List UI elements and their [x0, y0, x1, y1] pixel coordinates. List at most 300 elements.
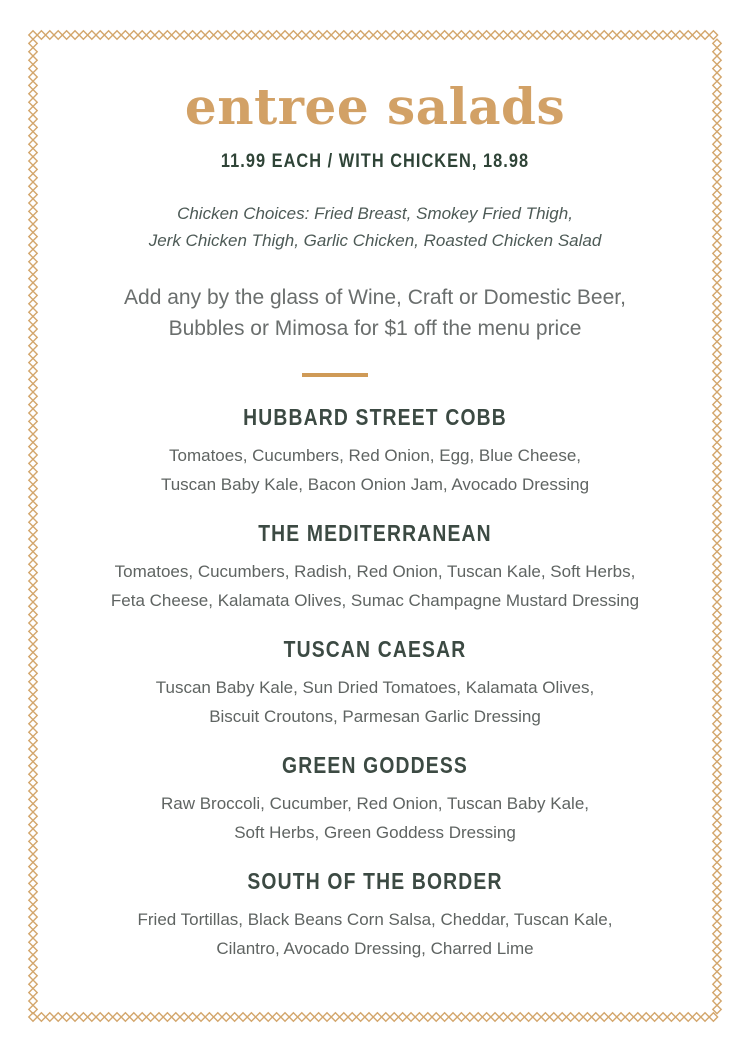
border-diamond	[37, 31, 45, 39]
border-diamond	[62, 1013, 70, 1021]
border-diamond	[713, 997, 721, 1005]
border-diamond	[713, 921, 721, 929]
border-diamond	[713, 577, 721, 585]
border-diamond	[172, 31, 180, 39]
border-diamond	[713, 367, 721, 375]
border-diamond	[205, 1013, 213, 1021]
border-diamond	[713, 703, 721, 711]
border-diamond	[272, 1013, 280, 1021]
border-diamond	[29, 98, 37, 106]
item-description-line: Fried Tortillas, Black Beans Corn Salsa, Cheddar, Tuscan Kale,	[137, 910, 613, 929]
border-diamond	[29, 31, 37, 39]
border-diamond	[29, 627, 37, 635]
border-diamond	[713, 627, 721, 635]
border-diamond	[29, 728, 37, 736]
item-description-line: Cilantro, Avocado Dressing, Charred Lime	[216, 939, 534, 958]
border-diamond	[713, 1005, 721, 1013]
border-diamond	[289, 31, 297, 39]
border-diamond	[71, 31, 79, 39]
border-diamond	[713, 736, 721, 744]
item-description-line: Tomatoes, Cucumbers, Radish, Red Onion, Tuscan Kale, Soft Herbs,	[114, 562, 636, 581]
border-diamond	[457, 1013, 465, 1021]
border-diamond	[29, 938, 37, 946]
border-diamond	[701, 1013, 709, 1021]
border-diamond	[340, 31, 348, 39]
item-description	[40, 557, 710, 615]
border-diamond	[713, 652, 721, 660]
item-description-line: Tuscan Baby Kale, Bacon Onion Jam, Avocado Dressing	[160, 475, 590, 494]
border-diamond	[713, 804, 721, 812]
border-diamond	[499, 1013, 507, 1021]
item-description-line: Feta Cheese, Kalamata Olives, Sumac Champagne Mustard Dressing	[110, 591, 640, 610]
border-diamond	[713, 199, 721, 207]
border-diamond	[482, 1013, 490, 1021]
border-diamond	[29, 636, 37, 644]
border-diamond	[642, 31, 650, 39]
border-diamond	[29, 921, 37, 929]
border-diamond	[713, 560, 721, 568]
border-diamond	[713, 913, 721, 921]
border-diamond	[713, 745, 721, 753]
drink-addon-note	[40, 282, 710, 344]
item-description-line: Raw Broccoli, Cucumber, Red Onion, Tuscan Baby Kale,	[160, 794, 590, 813]
border-diamond	[516, 31, 524, 39]
border-diamond	[713, 720, 721, 728]
border-diamond	[713, 216, 721, 224]
border-diamond	[29, 106, 37, 114]
border-diamond	[29, 182, 37, 190]
border-diamond	[281, 31, 289, 39]
border-diamond	[713, 90, 721, 98]
border-diamond	[713, 73, 721, 81]
border-diamond	[29, 367, 37, 375]
border-diamond	[29, 241, 37, 249]
border-diamond	[29, 258, 37, 266]
border-diamond	[713, 518, 721, 526]
border-diamond	[29, 510, 37, 518]
border-diamond	[713, 619, 721, 627]
menu-item	[40, 635, 710, 731]
border-diamond	[524, 1013, 532, 1021]
border-diamond	[29, 888, 37, 896]
border-diamond	[29, 165, 37, 173]
border-diamond	[29, 90, 37, 98]
border-diamond	[29, 333, 37, 341]
border-diamond	[713, 904, 721, 912]
border-diamond	[625, 1013, 633, 1021]
border-diamond	[713, 661, 721, 669]
border-diamond	[713, 417, 721, 425]
border-diamond	[230, 31, 238, 39]
border-diamond	[713, 644, 721, 652]
border-diamond	[29, 594, 37, 602]
border-diamond	[29, 316, 37, 324]
border-diamond	[29, 837, 37, 845]
border-diamond	[713, 686, 721, 694]
border-diamond	[713, 56, 721, 64]
border-diamond	[713, 610, 721, 618]
border-diamond	[713, 384, 721, 392]
border-diamond	[592, 1013, 600, 1021]
border-diamond	[713, 501, 721, 509]
border-diamond	[466, 1013, 474, 1021]
border-diamond	[713, 493, 721, 501]
border-diamond	[583, 1013, 591, 1021]
border-diamond	[29, 778, 37, 786]
border-diamond	[79, 31, 87, 39]
border-diamond	[340, 1013, 348, 1021]
border-diamond	[713, 829, 721, 837]
border-diamond	[713, 871, 721, 879]
border-diamond	[113, 1013, 121, 1021]
border-diamond	[550, 31, 558, 39]
border-diamond	[256, 1013, 264, 1021]
item-description-line: Tomatoes, Cucumbers, Red Onion, Egg, Blue Cheese,	[169, 446, 581, 465]
border-diamond	[29, 283, 37, 291]
border-diamond	[29, 132, 37, 140]
border-diamond	[713, 300, 721, 308]
border-diamond	[29, 224, 37, 232]
border-diamond	[264, 31, 272, 39]
border-diamond	[432, 31, 440, 39]
border-diamond	[713, 48, 721, 56]
border-diamond	[713, 568, 721, 576]
border-diamond	[256, 31, 264, 39]
border-diamond	[130, 31, 138, 39]
border-diamond	[713, 459, 721, 467]
border-diamond	[88, 31, 96, 39]
border-diamond	[289, 1013, 297, 1021]
border-diamond	[713, 182, 721, 190]
border-diamond	[713, 787, 721, 795]
border-diamond	[29, 73, 37, 81]
border-diamond	[713, 409, 721, 417]
border-diamond	[608, 1013, 616, 1021]
border-diamond	[713, 174, 721, 182]
border-diamond	[466, 31, 474, 39]
border-diamond	[650, 1013, 658, 1021]
border-diamond	[713, 400, 721, 408]
border-diamond	[566, 31, 574, 39]
border-diamond	[29, 955, 37, 963]
border-diamond	[188, 31, 196, 39]
border-diamond	[29, 291, 37, 299]
border-diamond	[29, 602, 37, 610]
border-diamond	[407, 1013, 415, 1021]
border-diamond	[713, 526, 721, 534]
border-diamond	[676, 1013, 684, 1021]
border-diamond	[37, 1013, 45, 1021]
border-diamond	[713, 451, 721, 459]
border-diamond	[713, 98, 721, 106]
border-diamond	[713, 535, 721, 543]
border-diamond	[373, 31, 381, 39]
border-diamond	[415, 31, 423, 39]
border-diamond	[713, 484, 721, 492]
border-diamond	[684, 31, 692, 39]
border-diamond	[407, 31, 415, 39]
border-diamond	[713, 426, 721, 434]
border-diamond	[104, 31, 112, 39]
border-diamond	[29, 930, 37, 938]
border-diamond	[29, 871, 37, 879]
border-diamond	[713, 694, 721, 702]
border-diamond	[642, 1013, 650, 1021]
border-diamond	[155, 31, 163, 39]
border-diamond	[29, 812, 37, 820]
border-diamond	[323, 31, 331, 39]
border-diamond	[29, 913, 37, 921]
border-diamond	[713, 888, 721, 896]
border-diamond	[180, 1013, 188, 1021]
border-diamond	[713, 678, 721, 686]
border-diamond	[121, 31, 129, 39]
border-diamond	[617, 1013, 625, 1021]
border-diamond	[482, 31, 490, 39]
border-diamond	[247, 31, 255, 39]
menu-item	[40, 403, 710, 499]
border-diamond	[373, 1013, 381, 1021]
border-diamond	[415, 1013, 423, 1021]
item-name: THE MEDITERRANEAN	[258, 520, 492, 546]
border-diamond	[54, 1013, 62, 1021]
border-diamond	[713, 762, 721, 770]
border-diamond	[692, 31, 700, 39]
border-diamond	[713, 846, 721, 854]
border-diamond	[713, 585, 721, 593]
border-diamond	[29, 64, 37, 72]
border-diamond	[713, 988, 721, 996]
border-diamond	[575, 1013, 583, 1021]
border-diamond	[713, 358, 721, 366]
border-diamond	[29, 375, 37, 383]
border-diamond	[29, 459, 37, 467]
border-diamond	[398, 31, 406, 39]
border-diamond	[713, 81, 721, 89]
border-diamond	[29, 274, 37, 282]
border-diamond	[713, 728, 721, 736]
border-diamond	[306, 31, 314, 39]
border-diamond	[713, 115, 721, 123]
border-diamond	[188, 1013, 196, 1021]
border-diamond	[29, 442, 37, 450]
item-description	[40, 789, 710, 847]
addon-line: Bubbles or Mimosa for $1 off the menu price	[168, 317, 582, 340]
border-diamond	[713, 148, 721, 156]
addon-line: Add any by the glass of Wine, Craft or Domestic Beer,	[124, 286, 626, 309]
border-diamond	[713, 157, 721, 165]
border-diamond	[29, 535, 37, 543]
border-diamond	[146, 1013, 154, 1021]
border-diamond	[524, 31, 532, 39]
border-diamond	[684, 1013, 692, 1021]
border-diamond	[713, 753, 721, 761]
border-diamond	[29, 795, 37, 803]
item-name: TUSCAN CAESAR	[283, 636, 467, 662]
border-diamond	[29, 972, 37, 980]
border-diamond	[29, 308, 37, 316]
border-diamond	[713, 350, 721, 358]
menu-item	[40, 751, 710, 847]
border-diamond	[62, 31, 70, 39]
border-diamond	[617, 31, 625, 39]
border-diamond	[713, 972, 721, 980]
border-diamond	[138, 1013, 146, 1021]
border-diamond	[29, 552, 37, 560]
border-diamond	[29, 342, 37, 350]
border-diamond	[29, 997, 37, 1005]
border-diamond	[29, 493, 37, 501]
border-diamond	[29, 661, 37, 669]
border-diamond	[29, 484, 37, 492]
border-diamond	[713, 862, 721, 870]
border-diamond	[713, 955, 721, 963]
border-diamond	[29, 476, 37, 484]
border-diamond	[29, 325, 37, 333]
border-diamond	[88, 1013, 96, 1021]
border-diamond	[29, 846, 37, 854]
border-diamond	[457, 31, 465, 39]
border-diamond	[550, 1013, 558, 1021]
border-diamond	[29, 804, 37, 812]
border-diamond	[29, 39, 37, 47]
border-diamond	[29, 434, 37, 442]
border-diamond	[29, 174, 37, 182]
border-diamond	[79, 1013, 87, 1021]
border-diamond	[382, 31, 390, 39]
border-diamond	[713, 392, 721, 400]
border-diamond	[713, 837, 721, 845]
border-diamond	[29, 736, 37, 744]
border-diamond	[29, 644, 37, 652]
border-diamond	[713, 123, 721, 131]
border-diamond	[713, 232, 721, 240]
border-diamond	[713, 266, 721, 274]
border-diamond	[29, 56, 37, 64]
border-diamond	[29, 753, 37, 761]
border-diamond	[29, 762, 37, 770]
border-diamond	[356, 31, 364, 39]
border-diamond	[432, 1013, 440, 1021]
border-diamond	[96, 1013, 104, 1021]
border-diamond	[29, 157, 37, 165]
border-diamond	[348, 1013, 356, 1021]
border-diamond	[713, 106, 721, 114]
border-diamond	[592, 31, 600, 39]
menu-item	[40, 867, 710, 963]
border-diamond	[713, 207, 721, 215]
border-diamond	[713, 636, 721, 644]
border-diamond	[29, 988, 37, 996]
border-diamond	[356, 1013, 364, 1021]
border-diamond	[713, 711, 721, 719]
menu-title: entree salads	[184, 77, 566, 136]
border-diamond	[29, 770, 37, 778]
border-diamond	[54, 31, 62, 39]
border-diamond	[692, 1013, 700, 1021]
border-diamond	[365, 1013, 373, 1021]
border-diamond	[29, 720, 37, 728]
border-diamond	[29, 300, 37, 308]
border-diamond	[713, 669, 721, 677]
border-diamond	[314, 31, 322, 39]
border-diamond	[701, 31, 709, 39]
border-diamond	[222, 1013, 230, 1021]
border-diamond	[29, 400, 37, 408]
border-diamond	[29, 48, 37, 56]
border-diamond	[29, 854, 37, 862]
border-diamond	[713, 778, 721, 786]
item-description-line: Biscuit Croutons, Parmesan Garlic Dressing	[209, 707, 541, 726]
border-diamond	[29, 904, 37, 912]
border-diamond	[172, 1013, 180, 1021]
border-diamond	[138, 31, 146, 39]
border-diamond	[659, 1013, 667, 1021]
border-diamond	[130, 1013, 138, 1021]
border-diamond	[247, 1013, 255, 1021]
border-diamond	[625, 31, 633, 39]
item-description	[40, 441, 710, 499]
border-diamond	[29, 81, 37, 89]
border-diamond	[214, 31, 222, 39]
border-diamond	[29, 980, 37, 988]
border-diamond	[29, 703, 37, 711]
border-diamond	[713, 795, 721, 803]
border-diamond	[331, 31, 339, 39]
border-diamond	[659, 31, 667, 39]
border-diamond	[272, 31, 280, 39]
border-diamond	[29, 577, 37, 585]
border-diamond	[29, 350, 37, 358]
border-diamond	[331, 1013, 339, 1021]
menu-item	[40, 519, 710, 615]
border-diamond	[533, 31, 541, 39]
border-diamond	[713, 224, 721, 232]
border-diamond	[163, 1013, 171, 1021]
border-diamond	[713, 283, 721, 291]
price-line: 11.99 EACH / WITH CHICKEN, 18.98	[220, 151, 530, 172]
border-diamond	[713, 879, 721, 887]
item-description	[40, 673, 710, 731]
border-diamond	[713, 375, 721, 383]
border-diamond	[713, 476, 721, 484]
border-diamond	[239, 31, 247, 39]
border-diamond	[29, 451, 37, 459]
border-diamond	[29, 686, 37, 694]
border-diamond	[29, 560, 37, 568]
border-diamond	[713, 963, 721, 971]
border-diamond	[634, 1013, 642, 1021]
border-diamond	[29, 249, 37, 257]
border-diamond	[424, 1013, 432, 1021]
border-diamond	[713, 140, 721, 148]
border-diamond	[230, 1013, 238, 1021]
border-diamond	[449, 1013, 457, 1021]
border-diamond	[29, 392, 37, 400]
border-diamond	[424, 31, 432, 39]
border-diamond	[29, 745, 37, 753]
border-diamond	[29, 820, 37, 828]
border-diamond	[29, 610, 37, 618]
border-diamond	[566, 1013, 574, 1021]
border-diamond	[709, 31, 717, 39]
border-diamond	[474, 31, 482, 39]
border-diamond	[29, 426, 37, 434]
border-diamond	[713, 930, 721, 938]
border-diamond	[29, 199, 37, 207]
border-diamond	[713, 552, 721, 560]
border-diamond	[398, 1013, 406, 1021]
